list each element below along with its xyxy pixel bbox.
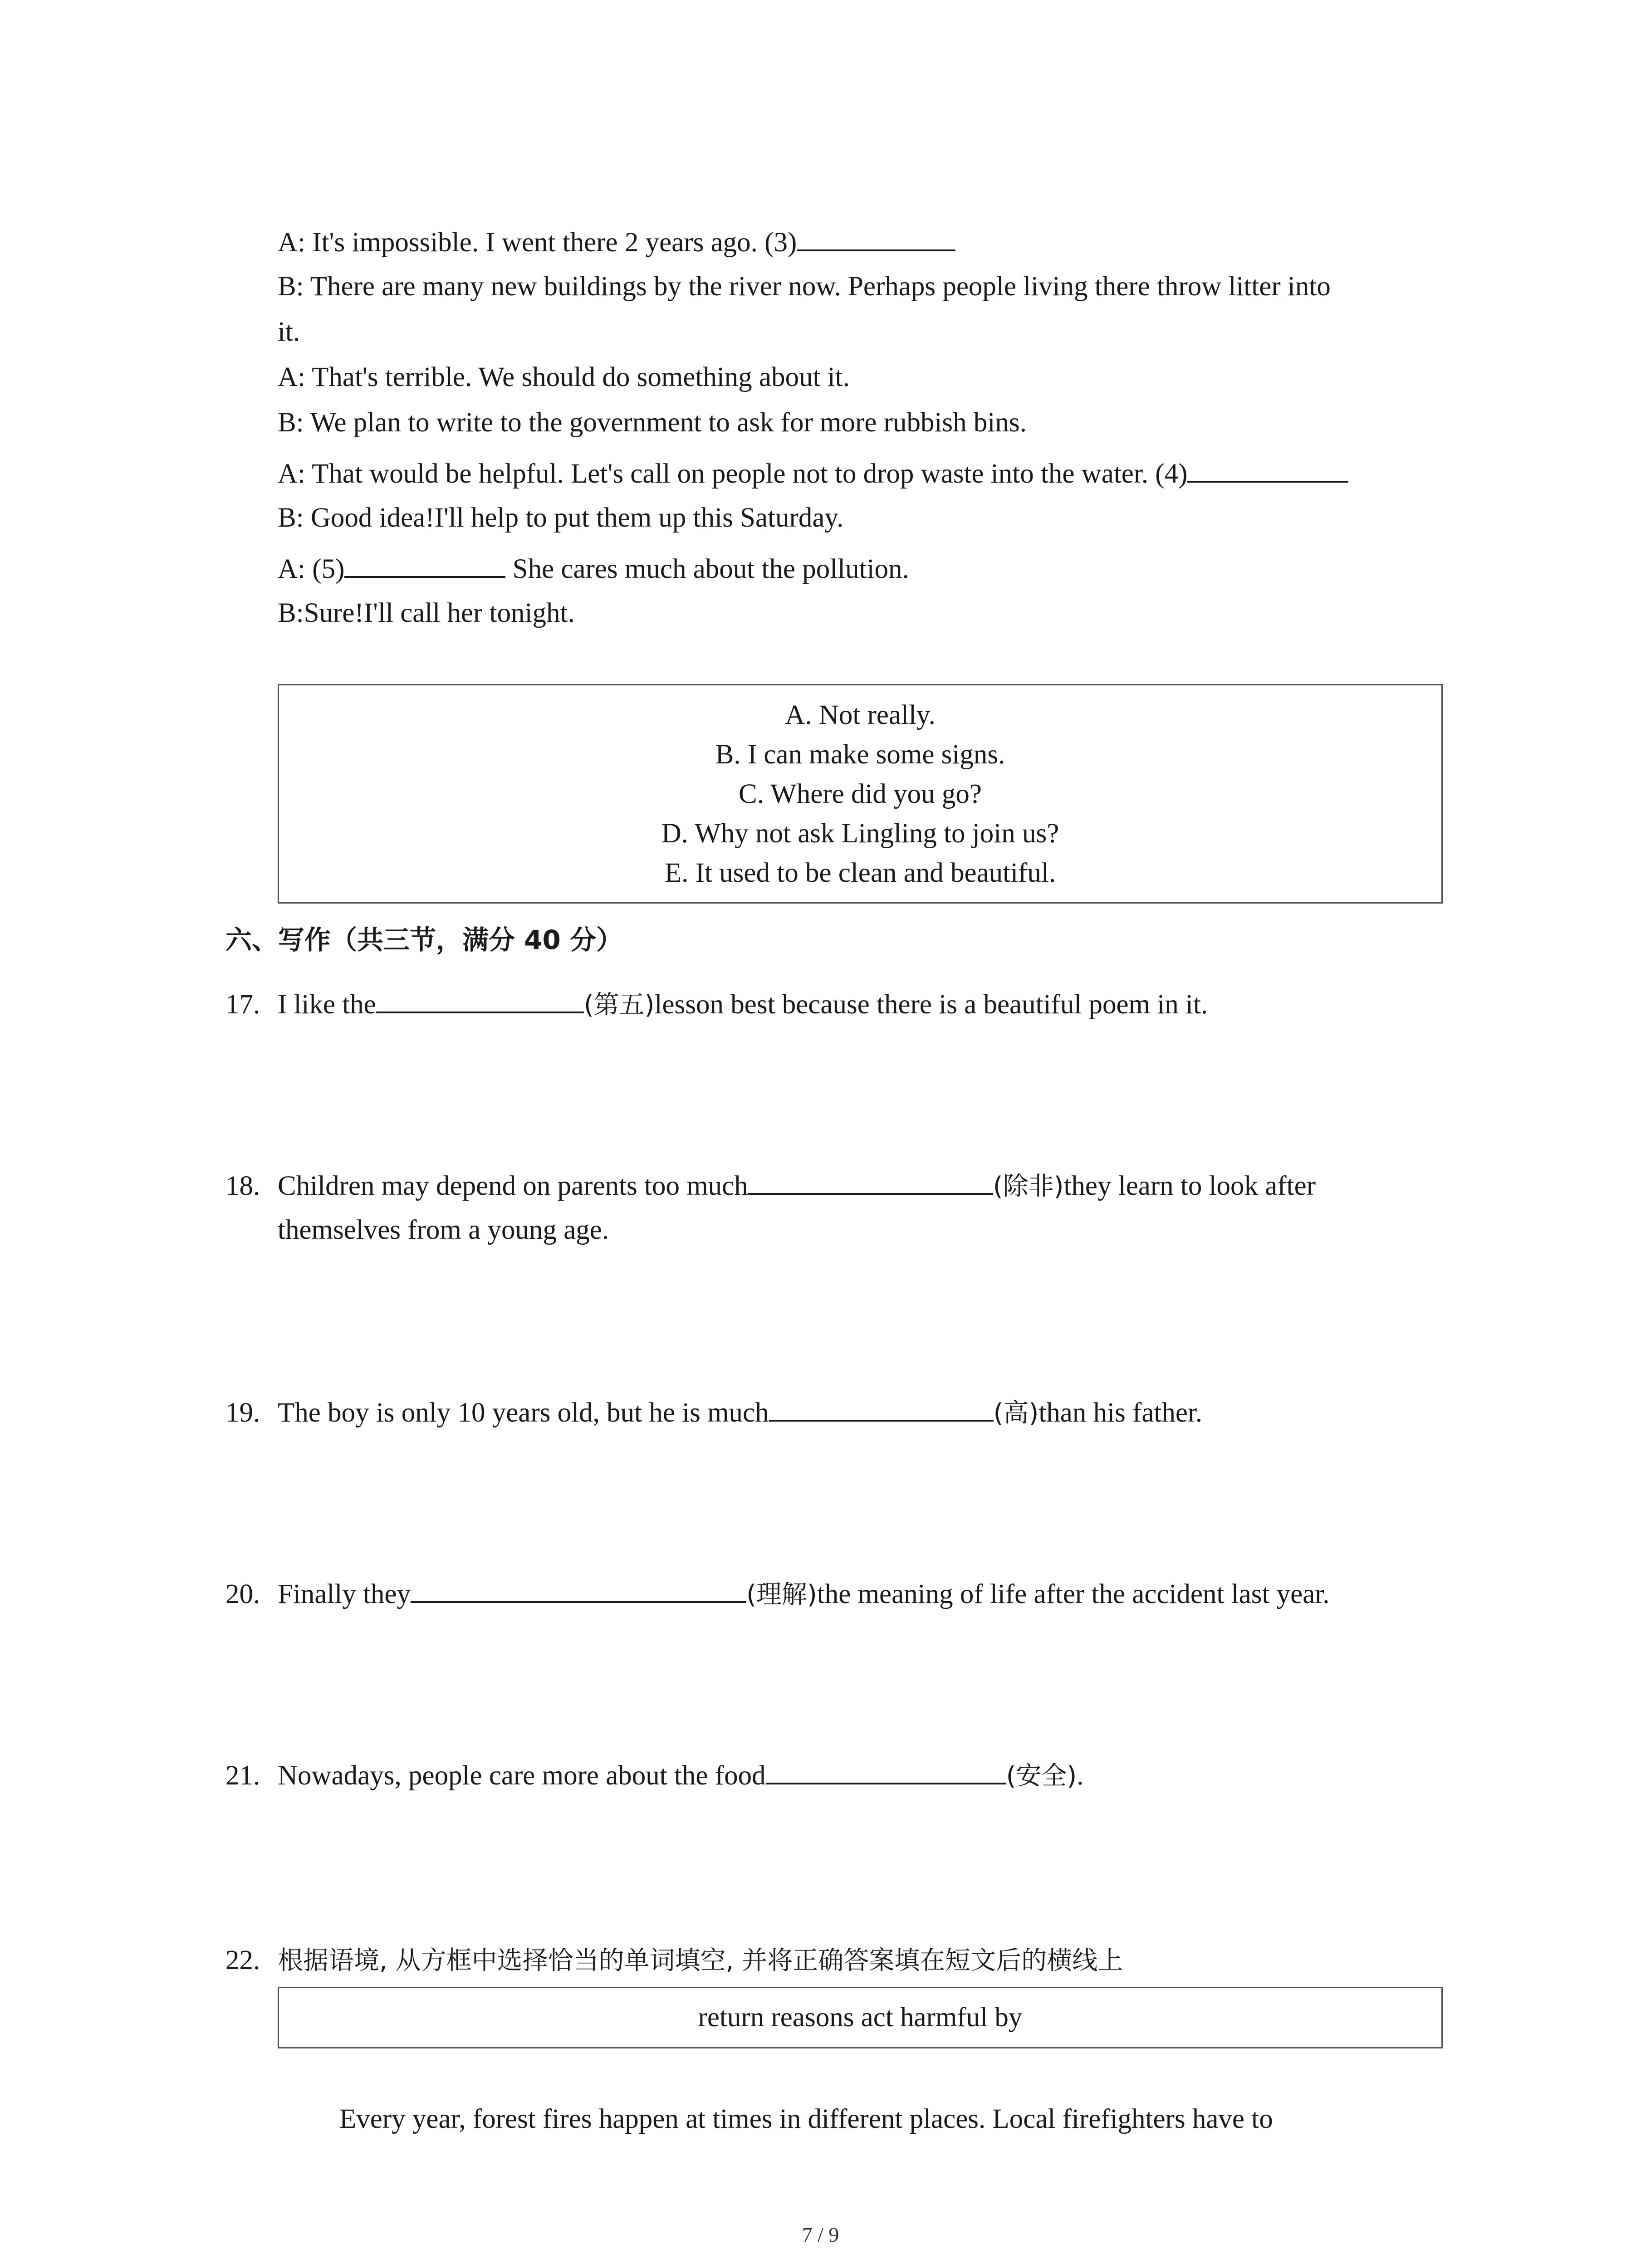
dialogue-text: A: (5) bbox=[278, 554, 345, 584]
dialogue-text: it. bbox=[278, 317, 300, 347]
dialogue-text: She cares much about the pollution. bbox=[505, 554, 909, 584]
dialogue-text: A: It's impossible. I went there 2 years ago. (3) bbox=[278, 227, 797, 258]
question-text: Finally they bbox=[278, 1579, 411, 1609]
answer-blank-18[interactable] bbox=[748, 1167, 993, 1195]
hint-text: (理解) bbox=[746, 1580, 817, 1609]
question-text: Children may depend on parents too much bbox=[278, 1171, 748, 1201]
dialogue-line bbox=[278, 595, 575, 631]
question-number: 22. bbox=[225, 1945, 260, 1975]
answer-blank-5[interactable] bbox=[344, 550, 505, 578]
option-b: B. I can make some signs. bbox=[715, 739, 1005, 770]
question-text: I like the bbox=[278, 989, 376, 1020]
option-c: C. Where did you go? bbox=[739, 779, 982, 809]
dialogue-text: B:Sure!I'll call her tonight. bbox=[278, 598, 575, 628]
question-number: 19. bbox=[225, 1398, 260, 1428]
answer-blank-4[interactable] bbox=[1187, 455, 1348, 483]
option-a: A. Not really. bbox=[785, 700, 936, 730]
dialogue-line bbox=[278, 500, 843, 536]
option-d: D. Why not ask Lingling to join us? bbox=[661, 818, 1059, 849]
option-e: E. It used to be clean and beautiful. bbox=[664, 858, 1056, 888]
question-18-continuation bbox=[278, 1212, 609, 1248]
question-17 bbox=[225, 985, 1208, 1023]
passage-first-line bbox=[339, 2101, 1273, 2137]
options-box bbox=[278, 684, 1443, 904]
question-number: 18. bbox=[225, 1171, 260, 1201]
hint-text: (高) bbox=[993, 1398, 1039, 1428]
question-21 bbox=[225, 1756, 1084, 1794]
hint-text: (安全) bbox=[1006, 1761, 1077, 1791]
answer-blank-3[interactable] bbox=[797, 223, 955, 251]
question-text: . bbox=[1077, 1760, 1084, 1791]
question-text: than his father. bbox=[1038, 1398, 1203, 1428]
question-22 bbox=[225, 1942, 1123, 1979]
question-text: themselves from a young age. bbox=[278, 1215, 609, 1245]
passage-text: Every year, forest fires happen at times in different places. Local firefighters have to bbox=[339, 2104, 1273, 2134]
question-number: 20. bbox=[225, 1579, 260, 1609]
question-text: the meaning of life after the accident last year. bbox=[817, 1579, 1330, 1609]
dialogue-line bbox=[278, 314, 300, 350]
question-number: 17. bbox=[225, 989, 260, 1020]
question-19 bbox=[225, 1393, 1202, 1432]
answer-blank-19[interactable] bbox=[769, 1393, 994, 1422]
dialogue-line bbox=[278, 359, 850, 396]
question-18 bbox=[225, 1167, 1316, 1205]
answer-blank-21[interactable] bbox=[766, 1756, 1006, 1784]
hint-text: (除非) bbox=[993, 1172, 1064, 1201]
question-text: Nowadays, people care more about the food bbox=[278, 1760, 766, 1791]
word-box: return reasons act harmful by bbox=[278, 1987, 1443, 2048]
section-heading: 六、写作（共三节，满分 40 分） bbox=[225, 924, 623, 955]
question-20 bbox=[225, 1575, 1330, 1613]
dialogue-line-5 bbox=[278, 550, 909, 587]
answer-blank-17[interactable] bbox=[376, 985, 584, 1013]
dialogue-text: B: There are many new buildings by the river now. Perhaps people living there throw litter into bbox=[278, 271, 1331, 302]
dialogue-text: A: That's terrible. We should do something about it. bbox=[278, 362, 850, 392]
question-text: The boy is only 10 years old, but he is much bbox=[278, 1398, 769, 1428]
dialogue-line bbox=[278, 405, 1027, 441]
hint-text: (第五) bbox=[583, 990, 655, 1020]
dialogue-text: B: We plan to write to the government to ask for more rubbish bins. bbox=[278, 407, 1027, 438]
page-number: 7 / 9 bbox=[802, 2223, 839, 2246]
question-text: they learn to look after bbox=[1063, 1171, 1316, 1201]
dialogue-text: B: Good idea!I'll help to put them up this Saturday. bbox=[278, 503, 844, 533]
dialogue-line bbox=[278, 269, 1331, 305]
question-text: lesson best because there is a beautiful poem in it. bbox=[654, 989, 1208, 1020]
question-number: 21. bbox=[225, 1760, 260, 1791]
question-instruction: 根据语境, 从方框中选择恰当的单词填空, 并将正确答案填在短文后的横线上 bbox=[278, 1946, 1123, 1975]
dialogue-line-4 bbox=[278, 455, 1348, 492]
dialogue-line-3 bbox=[278, 223, 955, 261]
dialogue-text: A: That would be helpful. Let's call on people not to drop waste into the water. (4) bbox=[278, 459, 1188, 489]
answer-blank-20[interactable] bbox=[411, 1575, 746, 1603]
